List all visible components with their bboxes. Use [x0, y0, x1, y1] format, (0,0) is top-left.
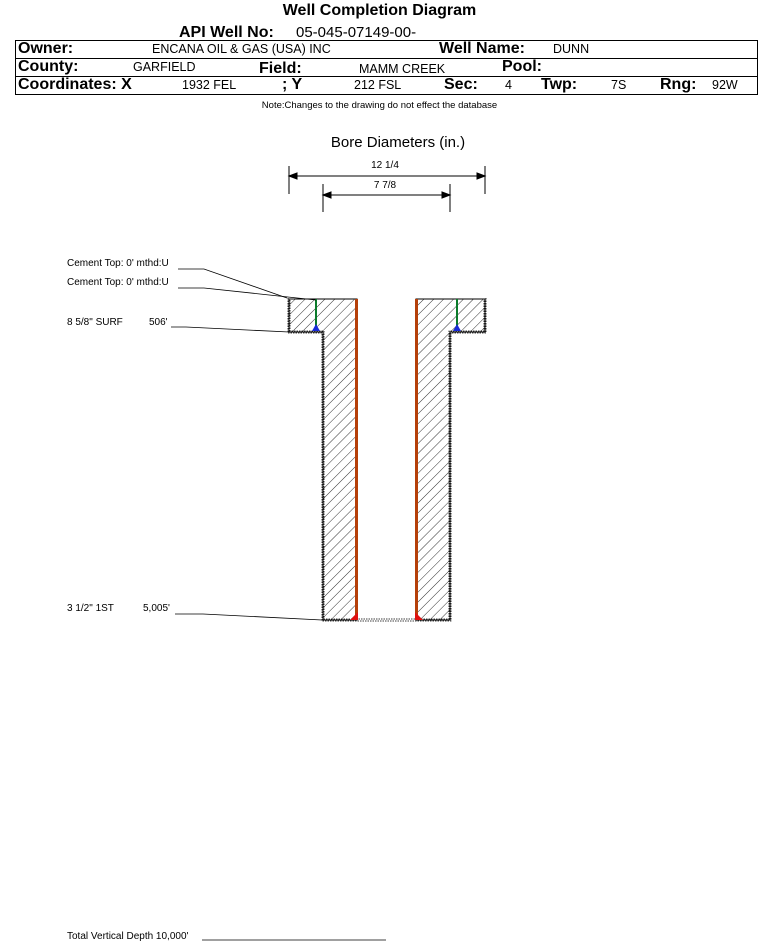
township-label: Twp:	[541, 76, 578, 93]
y-coordinate-value: 212 FSL	[354, 78, 402, 92]
page-title: Well Completion Diagram	[282, 2, 477, 19]
bore-inner-dimension	[323, 184, 450, 212]
bore-outer-label: 12 1/4	[371, 160, 399, 171]
bore-diameters-title: Bore Diameters (in.)	[330, 134, 466, 151]
surface-casing-depth: 506'	[149, 317, 168, 328]
well-name-label: Well Name:	[439, 40, 525, 57]
surface-casing-callout: 8 5/8" SURF	[67, 317, 123, 328]
pool-label: Pool:	[502, 58, 542, 75]
api-well-label: API Well No:	[179, 24, 274, 41]
section-label: Sec:	[444, 76, 478, 93]
surface-casing	[288, 298, 486, 621]
range-label: Rng:	[660, 76, 697, 93]
bore-outer-dimension	[289, 166, 485, 194]
well-name-value: DUNN	[553, 42, 590, 56]
production-casing-depth: 5,005'	[143, 603, 170, 614]
y-coordinate-label: ; Y	[282, 76, 303, 93]
county-value: GARFIELD	[133, 60, 196, 74]
production-casing	[355, 299, 418, 620]
owner-label: Owner:	[18, 40, 74, 57]
bore-inner-label: 7 7/8	[373, 180, 397, 191]
total-vertical-depth-label: Total Vertical Depth 10,000'	[67, 931, 189, 942]
api-well-value: 05-045-07149-00-	[296, 24, 417, 41]
production-casing-callout: 3 1/2" 1ST	[67, 603, 114, 614]
section-value: 4	[505, 78, 512, 92]
cement-fill	[289, 299, 485, 620]
range-value: 92W	[712, 78, 738, 92]
coordinates-label: Coordinates: X	[18, 76, 132, 93]
cement-top-callout: Cement Top: 0' mthd:U	[67, 277, 169, 288]
county-label: County:	[18, 58, 79, 75]
cement-top-callout: Cement Top: 0' mthd:U	[67, 258, 169, 269]
owner-value: ENCANA OIL & GAS (USA) INC	[152, 42, 331, 56]
disclaimer-note: Note:Changes to the drawing do not effect the database	[261, 100, 498, 111]
township-value: 7S	[611, 78, 627, 92]
field-value: MAMM CREEK	[359, 62, 446, 76]
x-coordinate-value: 1932 FEL	[182, 78, 237, 92]
field-label: Field:	[259, 60, 302, 77]
